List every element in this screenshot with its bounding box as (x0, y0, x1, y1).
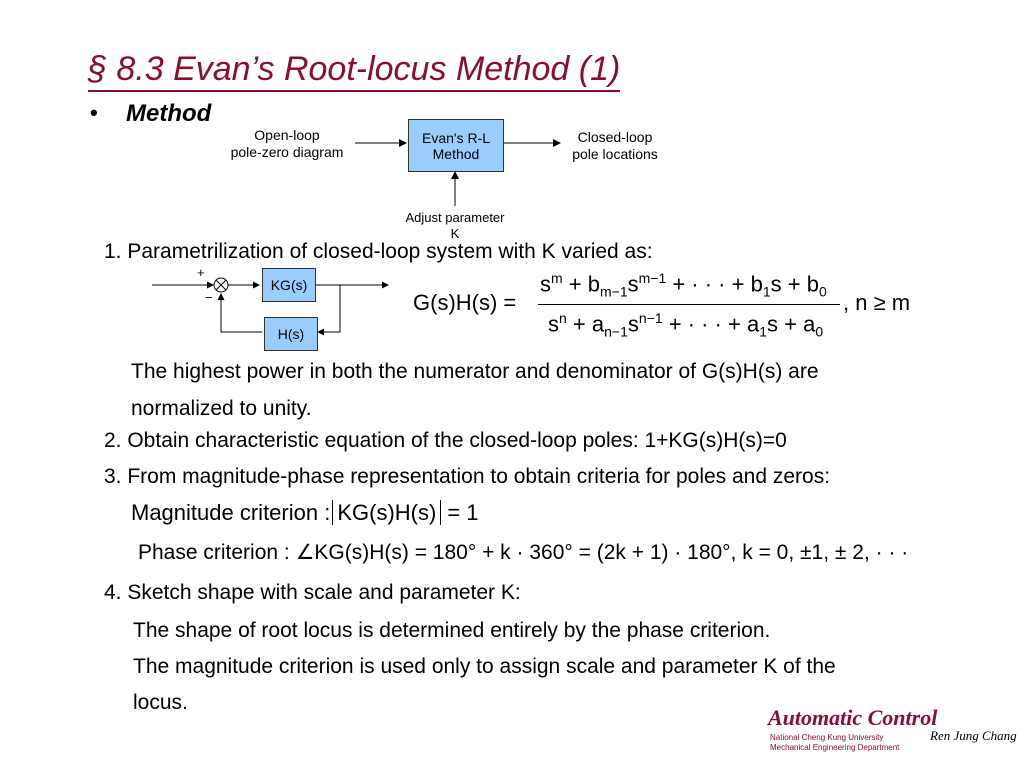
adjust-label-line1: Adjust parameter (405, 210, 505, 225)
step3-text: 3. From magnitude-phase representation to obtain criteria for poles and zeros: (104, 465, 831, 488)
equation-numerator: $s^m + b_{m-1}s^{m-1}$ + · · · + $b_1s + b_0$ (540, 270, 827, 300)
logo-university: National Cheng Kung University (770, 733, 884, 742)
feedback-path-right (318, 285, 340, 332)
output-label-line2: pole locations (572, 146, 658, 162)
section-heading-method: Method (126, 100, 212, 127)
step4-line2: The magnitude criterion is used only to assign scale and parameter K of the (133, 655, 836, 678)
normalize-text-line2: normalized to unity. (131, 397, 312, 420)
step4-line1: The shape of root locus is determined entirely by the phase criterion. (133, 619, 771, 642)
equation-condition: , n ≥ m (843, 290, 911, 315)
logo-subtitle (770, 733, 899, 753)
step4-line3: locus. (133, 691, 188, 714)
normalize-text-line1: The highest power in both the numerator and denominator of G(s)H(s) are (131, 360, 819, 383)
magnitude-rhs: = 1 (447, 500, 479, 525)
minus-sign: − (205, 290, 213, 305)
step1-text: 1. Parametrilization of closed-loop system with K varied as: (104, 240, 653, 263)
magnitude-expression: KG(s)H(s) (332, 500, 441, 525)
phase-criterion: Phase criterion : ∠KG(s)H(s) = 180° + k · 360° = (2k + 1) · 180°, k = 0, ±1, ± 2, · · · (138, 541, 909, 564)
bullet-dot: • (90, 100, 98, 125)
fraction-bar (538, 304, 840, 305)
input-label-line2: pole-zero diagram (230, 144, 344, 160)
equation-denominator: $s^n + a_{n-1}s^{n-1}$ + · · · + $a_1s + a_0$ (548, 310, 824, 340)
magnitude-label: Magnitude criterion : (131, 500, 331, 525)
input-label-line1: Open-loop (254, 127, 320, 143)
evans-method-box (408, 119, 504, 172)
plus-sign: + (197, 265, 205, 280)
box-label-line1: Evan's R-L (421, 129, 491, 146)
feedback-block: H(s) (264, 317, 318, 351)
input-label (222, 127, 352, 161)
automatic-control-logo: Automatic Control (768, 705, 938, 730)
page-title: § 8.3 Evan’s Root-locus Method (1) (88, 48, 620, 92)
forward-block: KG(s) (262, 268, 316, 302)
output-label-line1: Closed-loop (577, 129, 653, 145)
step2-text: 2. Obtain characteristic equation of the closed-loop poles: 1+KG(s)H(s)=0 (104, 429, 787, 452)
adjust-label-line2: K (450, 226, 460, 241)
equation-lhs: G(s)H(s) = (413, 290, 517, 315)
author-signature: Ren Jung Chang (930, 728, 1017, 743)
output-label (560, 129, 670, 163)
step4-text: 4. Sketch shape with scale and parameter K: (104, 581, 521, 604)
logo-department: Mechanical Engineering Department (770, 743, 900, 752)
box-label-line2: Method (432, 145, 480, 162)
magnitude-criterion (131, 500, 479, 526)
feedback-path-left (221, 294, 262, 332)
